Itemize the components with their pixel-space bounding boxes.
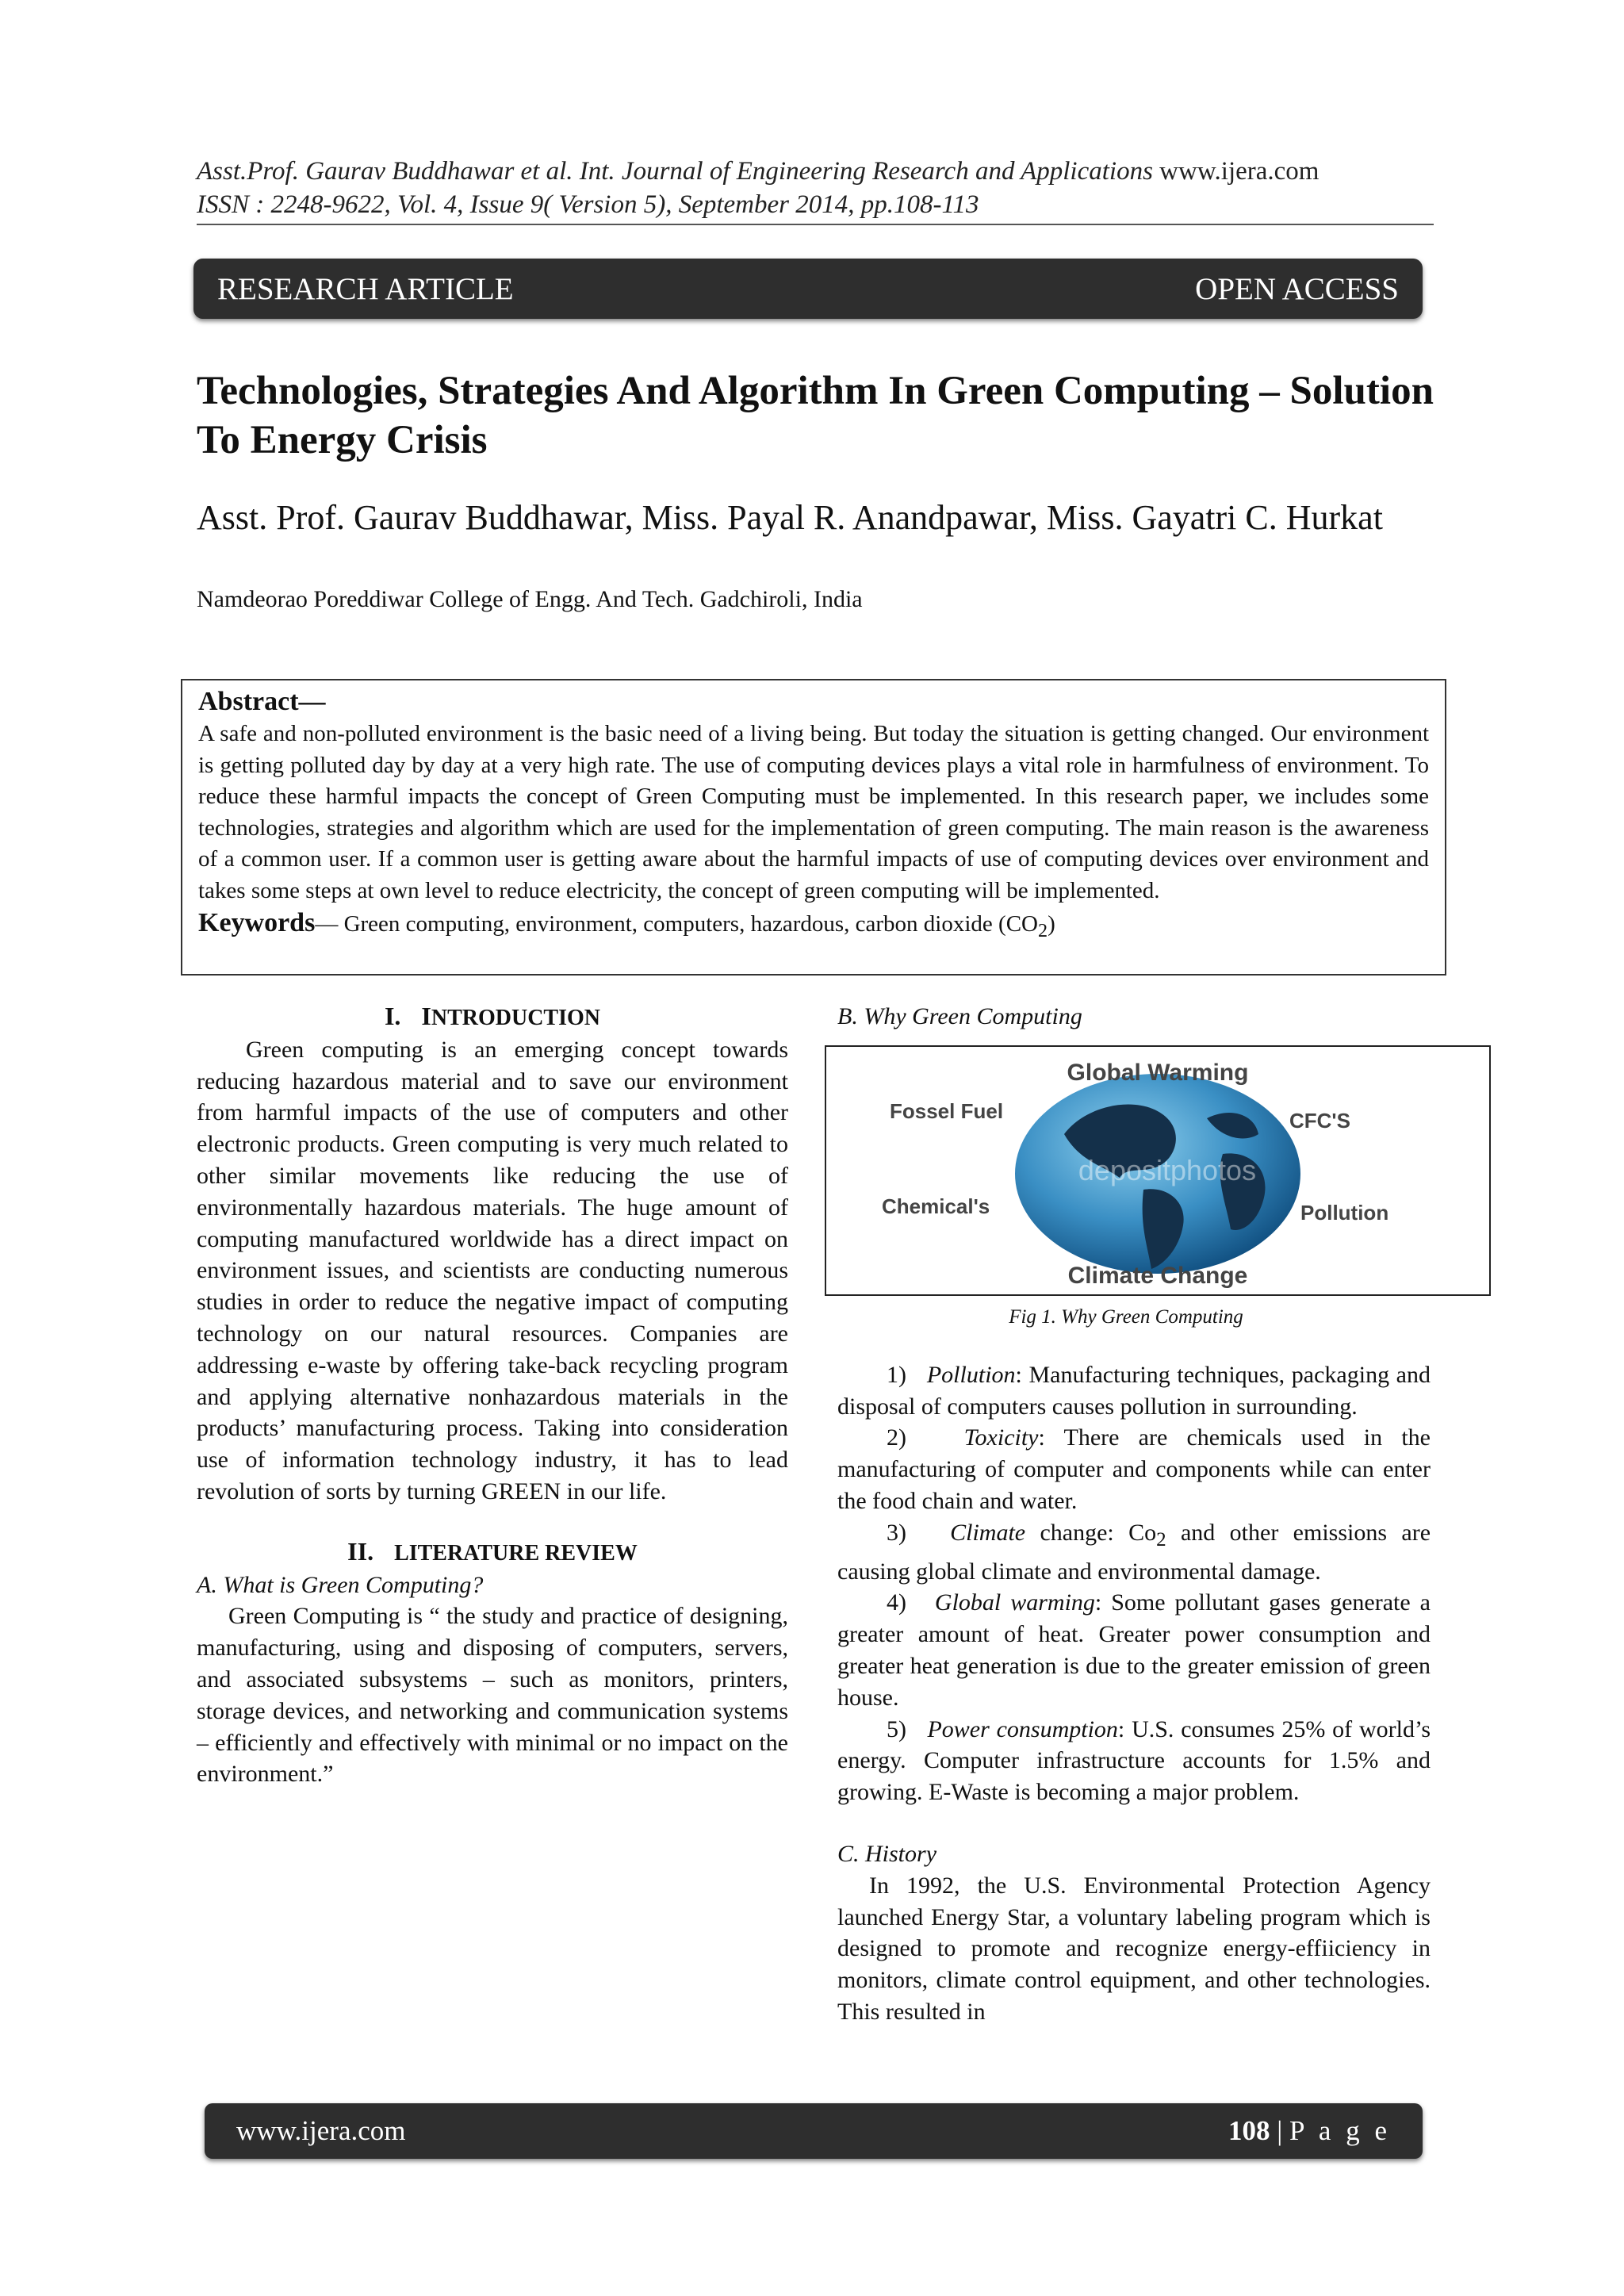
journal-header-line1 bbox=[197, 155, 1319, 187]
subsection-heading-a: A. What is Green Computing? bbox=[197, 1571, 484, 1598]
section-heading-rest: NTRODUCTION bbox=[431, 1006, 601, 1030]
abstract-box bbox=[181, 679, 1446, 976]
list-term: Global warming bbox=[934, 1589, 1095, 1616]
list-item-climate bbox=[837, 1517, 1431, 1588]
footer-website: www.ijera.com bbox=[236, 2115, 406, 2146]
paper-title: Technologies, Strategies And Algorithm In Green Computing – Solution To Energy Crisis bbox=[197, 369, 1434, 462]
right-column bbox=[837, 1001, 1431, 2028]
keywords-label: Keywords bbox=[198, 907, 316, 937]
page-number-label bbox=[1228, 2115, 1391, 2147]
section-number: I. bbox=[384, 1002, 401, 1030]
figure-illustration bbox=[826, 1047, 1489, 1294]
abstract-text: A safe and non-polluted environment is the basic need of a living being. But today the situation is getting changed. Our environment is getting polluted day by day at a very high rate. The use of computing devices plays a vital role in harmfulness of environment. To reduce these harmful impacts the concept of Green Computing must be implemented. In this research paper, we includes some technologies, strategies and algorithm which are used for the implementation of green computing. The main reason is the awareness of a common user. If a common user is getting aware about the harmful impacts of use of computing devices over environment and takes some steps at own level to reduce electricity, the concept of green computing will be implemented. bbox=[198, 721, 1429, 903]
list-term: Pollution bbox=[926, 1361, 1016, 1388]
label-pollution: Pollution bbox=[1300, 1200, 1389, 1225]
keywords bbox=[198, 907, 1429, 947]
list-number: 2) bbox=[887, 1424, 906, 1451]
list-item-global-warming bbox=[837, 1587, 1431, 1713]
list-text: : There are chemicals used in the manufacturing of computer and components while can enter the food chain and water. bbox=[837, 1424, 1431, 1514]
list-text-pre: change: Co bbox=[1025, 1519, 1157, 1546]
header-divider bbox=[197, 224, 1434, 225]
label-fossel-fuel: Fossel Fuel bbox=[890, 1098, 1004, 1123]
section-heading-literature-review bbox=[197, 1536, 788, 1570]
list-item-toxicity bbox=[837, 1422, 1431, 1516]
article-banner bbox=[193, 259, 1423, 319]
access-type: OPEN ACCESS bbox=[1195, 271, 1399, 306]
paper-authors: Asst. Prof. Gaurav Buddhawar, Miss. Payal R. Anandpawar, Miss. Gayatri C. Hurkat bbox=[197, 498, 1383, 537]
keywords-text: — Green computing, environment, computers, hazardous, carbon dioxide (CO bbox=[315, 910, 1038, 937]
subsection-heading-b: B. Why Green Computing bbox=[837, 1003, 1082, 1029]
list-number: 5) bbox=[887, 1715, 906, 1742]
figure-why-green-computing bbox=[825, 1045, 1491, 1296]
list-text: and other emissions are causing global climate and environmental damage. bbox=[837, 1519, 1431, 1585]
figure-watermark: depositphotos bbox=[1078, 1153, 1257, 1186]
list-text: : Manufacturing techniques, packaging and disposal of computers causes pollution in surrounding. bbox=[837, 1361, 1431, 1420]
section-heading-introduction bbox=[197, 1001, 788, 1034]
article-type: RESEARCH ARTICLE bbox=[217, 271, 514, 306]
journal-citation: Asst.Prof. Gaurav Buddhawar et al. Int. Journal of Engineering Research and Applications bbox=[197, 157, 1153, 186]
list-item-pollution bbox=[837, 1359, 1431, 1423]
list-item-power-consumption bbox=[837, 1714, 1431, 1808]
left-column bbox=[197, 1001, 788, 1790]
label-cfcs: CFC'S bbox=[1289, 1108, 1350, 1133]
section-heading-initial: I bbox=[421, 1002, 431, 1030]
keywords-end: ) bbox=[1048, 910, 1055, 937]
list-text: : U.S. consumes 25% of world’s energy. Computer infrastructure accounts for 1.5% and growing. E-Waste is becoming a major problem. bbox=[837, 1715, 1431, 1806]
subsection-heading-c: C. History bbox=[837, 1840, 937, 1867]
page-footer bbox=[205, 2103, 1423, 2159]
page-separator: | bbox=[1270, 2115, 1289, 2146]
author-affiliation: Namdeorao Poreddiwar College of Engg. And Tech. Gadchiroli, India bbox=[197, 586, 863, 612]
page-label: P a g e bbox=[1289, 2115, 1391, 2146]
page-number: 108 bbox=[1228, 2115, 1270, 2146]
list-subscript: 2 bbox=[1156, 1528, 1166, 1550]
journal-header-line2: ISSN : 2248-9622, Vol. 4, Issue 9( Version 5), September 2014, pp.108-113 bbox=[197, 190, 979, 219]
list-text: : Some pollutant gases generate a greater amount of heat. Greater power consumption and greater heat generation is due to the greater emission of green house. bbox=[837, 1589, 1431, 1711]
list-number: 4) bbox=[887, 1589, 906, 1616]
section-heading-text: LITERATURE REVIEW bbox=[394, 1540, 638, 1566]
keywords-subscript: 2 bbox=[1037, 919, 1048, 941]
label-chemicals: Chemical's bbox=[882, 1194, 990, 1218]
list-number: 3) bbox=[887, 1519, 906, 1546]
list-term: Power consumption bbox=[927, 1715, 1118, 1742]
journal-website: www.ijera.com bbox=[1159, 157, 1320, 186]
label-global-warming: Global Warming bbox=[1067, 1059, 1249, 1086]
list-term: Climate bbox=[950, 1519, 1026, 1546]
list-term: Toxicity bbox=[963, 1424, 1039, 1451]
abstract-heading: Abstract— bbox=[198, 687, 326, 716]
label-climate-change: Climate Change bbox=[1067, 1262, 1248, 1289]
figure-caption: Fig 1. Why Green Computing bbox=[1009, 1305, 1243, 1328]
literature-review-text: Green Computing is “ the study and practice of designing, manufacturing, using and disposing of computers, servers, and associated subsystems – such as monitors, printers, storage devices, and networking and communication systems – efficiently and effectively with minimal or no impact on the environment.” bbox=[197, 1603, 788, 1788]
history-text: In 1992, the U.S. Environmental Protection Agency launched Energy Star, a voluntary labeling program which is designed to promote and recognize energy-effiiciency in monitors, climate control equipment, and other technologies. This resulted in bbox=[837, 1872, 1431, 2025]
list-number: 1) bbox=[887, 1361, 906, 1388]
section-number: II. bbox=[347, 1536, 374, 1566]
introduction-text: Green computing is an emerging concept towards reducing hazardous material and to save our environment from harmful impacts of the use of computers and other electronic products. Green computing is very much related to other similar movements like reducing the use of environmentally hazardous materials. The huge amount of computing manufactured worldwide has a direct impact on environment issues, and scientists are conducting numerous studies in order to reduce the negative impact of computing technology on our natural resources. Companies are addressing e-waste by offering take-back recycling program and applying alternative nonhazardous materials in the products’ manufacturing process. Taking into consideration use of information technology industry, it has to lead revolution of sorts by turning GREEN in our life. bbox=[197, 1036, 788, 1504]
